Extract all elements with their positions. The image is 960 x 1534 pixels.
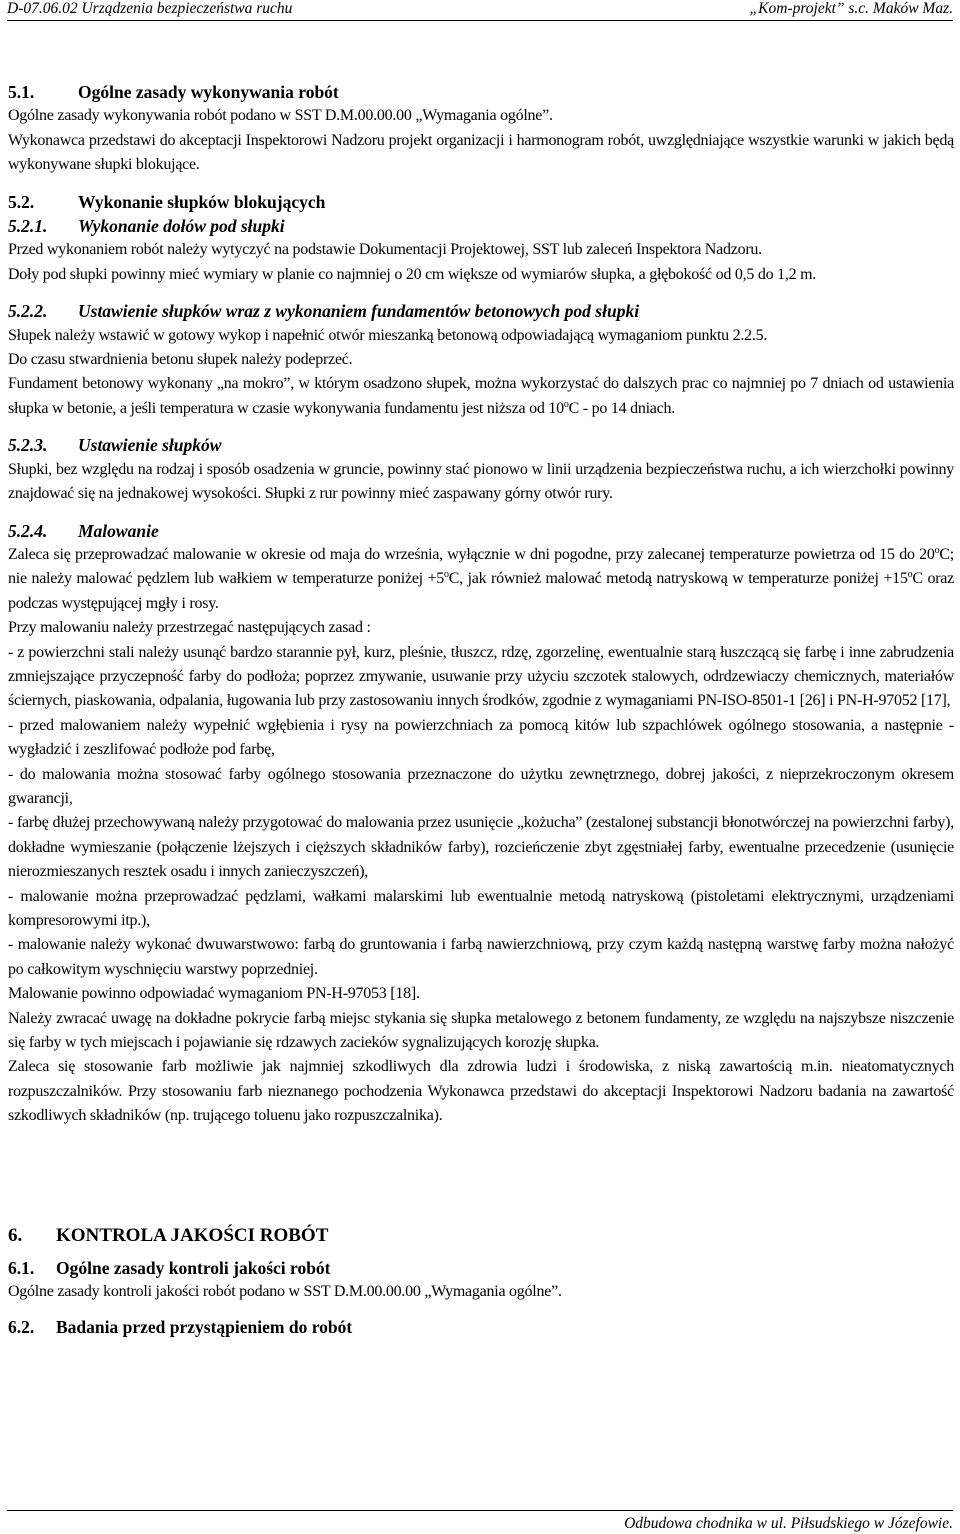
section-number: 6.1. (8, 1258, 35, 1279)
paragraph: Przy malowaniu należy przestrzegać następujących zasad : (8, 619, 371, 637)
section-title: Ustawienie słupków (78, 435, 222, 456)
section-title: Ogólne zasady kontroli jakości robót (56, 1258, 331, 1279)
section-title: Malowanie (78, 520, 159, 541)
document-body (8, 80, 954, 1339)
paragraph: Wykonawca przedstawi do akceptacji Inspektorowi Nadzoru projekt organizacji i harmonogram robót, uwzględniające wszystkie warunki w jakich będą wykonywane słupki blokujące. (8, 131, 954, 174)
page-header (7, 0, 953, 21)
paragraph: Fundament betonowy wykonany „na mokro”, w którym osadzono słupek, można wykorzystać do dalszych prac co najmniej po 7 dniach od ustawienia słupka w betonie, a jeśli temperatura w czasie wykonywania fundamentu jest niższa od 10$^o$C - po 14 dniach. (8, 375, 954, 417)
list-item: - farbę dłużej przechowywaną należy przygotować do malowania przez usunięcie „kożucha” (zestalonej substancji błonotwórczej na powierzchni farby), dokładne wymieszanie (połączenie lżejszych i cięższych składników farby), rozcieńczenie zbyt zgęstniałej farby, ewentualne przecedzenie (usunięcie nierozmieszanych resztek osadu i innych zanieczyszczeń), (8, 814, 954, 881)
section-6-heading (8, 1224, 954, 1248)
section-number: 5.2.4. (8, 520, 48, 541)
section-number: 5.2. (8, 191, 35, 212)
paragraph: Do czasu stwardnienia betonu słupek należy podeprzeć. (8, 351, 353, 369)
paragraph: Ogólne zasady wykonywania robót podano w SST D.M.00.00.00 „Wymagania ogólne”. (8, 107, 553, 125)
paragraph: Słupek należy wstawić w gotowy wykop i napełnić otwór mieszanką betonową odpowiadającą wymaganiom punktu 2.2.5. (8, 326, 768, 344)
list-item: - malowanie można przeprowadzać pędzlami, wałkami malarskimi lub ewentualnie metodą natryskową (pistoletami elektrycznymi, urządzeniami kompresorowymi itp.), (8, 887, 954, 929)
section-number: 5.2.1. (8, 216, 48, 237)
section-number: 5.2.2. (8, 301, 48, 322)
header-document-code: D-07.06.02 Urządzenia bezpieczeństwa ruchu (7, 0, 293, 17)
section-title: Wykonanie dołów pod słupki (78, 216, 285, 237)
section-6-2-heading (8, 1315, 954, 1339)
section-5-2-2-heading (8, 299, 954, 323)
list-item: - przed malowaniem należy wypełnić wgłębienia i rysy na powierzchniach za pomocą kitów lub szpachlówek ogólnego stosowania, a następnie - wygładzić i zeszlifować podłoże pod farbę, (8, 716, 954, 759)
section-5-2-4-heading (8, 519, 954, 543)
section-6-1-heading (8, 1256, 954, 1280)
section-5-1-heading (8, 80, 954, 104)
section-number: 5.2.3. (8, 435, 48, 456)
section-5-2-1-heading (8, 214, 954, 238)
section-title: Ogólne zasady wykonywania robót (78, 82, 339, 102)
section-title: KONTROLA JAKOŚCI ROBÓT (56, 1224, 329, 1246)
page-footer (7, 1510, 953, 1533)
section-number: 5.1. (8, 82, 35, 102)
list-item: - do malowania można stosować farby ogólnego stosowania przeznaczone do użytku zewnętrznego, dobrej jakości, z nieprzekroczonym okresem gwarancji, (8, 765, 954, 807)
list-item: - malowanie należy wykonać dwuwarstwowo: farbą do gruntowania i farbą nawierzchniową, przy czym każdą następną warstwę farby można nałożyć po całkowitym wyschnięciu warstwy poprzedniej. (8, 936, 954, 978)
section-title: Badania przed przystąpieniem do robót (56, 1316, 353, 1337)
list-item: - z powierzchni stali należy usunąć bardzo starannie pył, kurz, pleśnie, tłuszcz, rdzę, zgorzelinę, ewentualnie starą łuszczącą się farbę i inne zabrudzenia zmniejszające przyczepność farby do podłoża; poprzez zmywanie, usuwanie przy użyciu szczotek stalowych, odrdzewiaczy chemicznych, materiałów ściernych, piaskowania, odpalania, ługowania lub przy zastosowaniu innych środków, zgodnie z wymaganiami PN-ISO-8501-1 [26] i PN-H-97052 [17], (8, 643, 954, 710)
header-company: „Kom-projekt” s.c. Maków Maz. (749, 0, 953, 17)
paragraph: Malowanie powinno odpowiadać wymaganiom PN-H-97053 [18]. (8, 985, 420, 1003)
section-title: Wykonanie słupków blokujących (78, 191, 326, 212)
paragraph: Przed wykonaniem robót należy wytyczyć na podstawie Dokumentacji Projektowej, SST lub zaleceń Inspektora Nadzoru. (8, 241, 762, 259)
section-title: Ustawienie słupków wraz z wykonaniem fundamentów betonowych pod słupki (78, 301, 640, 322)
section-5-2-heading (8, 190, 954, 214)
section-number: 6.2. (8, 1316, 35, 1337)
paragraph: Słupki, bez względu na rodzaj i sposób osadzenia w gruncie, powinny stać pionowo w linii urządzenia bezpieczeństwa ruchu, a ich wierzchołki powinny znajdować się na jednakowej wysokości. Słupki z rur powinny mieć zaspawany górny otwór rury. (8, 460, 954, 503)
paragraph: Zaleca się przeprowadzać malowanie w okresie od maja do września, wyłącznie w dni pogodne, przy zalecanej temperaturze powietrza od 15 do 20$^o$C; nie należy malować pędzlem lub wałkiem w temperaturze poniżej $+5^oC$, jak również malować metodą natryskową w temperaturze poniżej $+15^oC$ oraz podczas występującej mgły i rosy. (8, 544, 955, 612)
paragraph: Ogólne zasady kontroli jakości robót podano w SST D.M.00.00.00 „Wymagania ogólne”. (8, 1283, 562, 1301)
paragraph: Doły pod słupki powinny mieć wymiary w planie co najmniej o 20 cm większe od wymiarów słupka, a głębokość od 0,5 do 1,2 m. (8, 265, 817, 283)
section-number: 6. (8, 1224, 23, 1246)
section-5-2-3-heading (8, 433, 954, 457)
footer-project-name: Odbudowa chodnika w ul. Piłsudskiego w Józefowie. (624, 1515, 953, 1532)
paragraph: Należy zwracać uwagę na dokładne pokrycie farbą miejsc stykania się słupka metalowego z betonem fundamenty, ze względu na najszybsze niszczenie się farby w tych miejscach i pojawianie się rdzawych zacieków sygnalizujących korozję słupka. (8, 1009, 954, 1052)
paragraph: Zaleca się stosowanie farb możliwie jak najmniej szkodliwych dla zdrowia ludzi i środowiska, z niską zawartością m.in. nieatomatycznych rozpuszczalników. Przy stosowaniu farb nieznanego pochodzenia Wykonawca przedstawi do akceptacji Inspektorowi Nadzoru badania na zawartość szkodliwych składników (np. trującego toluenu jako rozpuszczalnika). (8, 1058, 954, 1125)
